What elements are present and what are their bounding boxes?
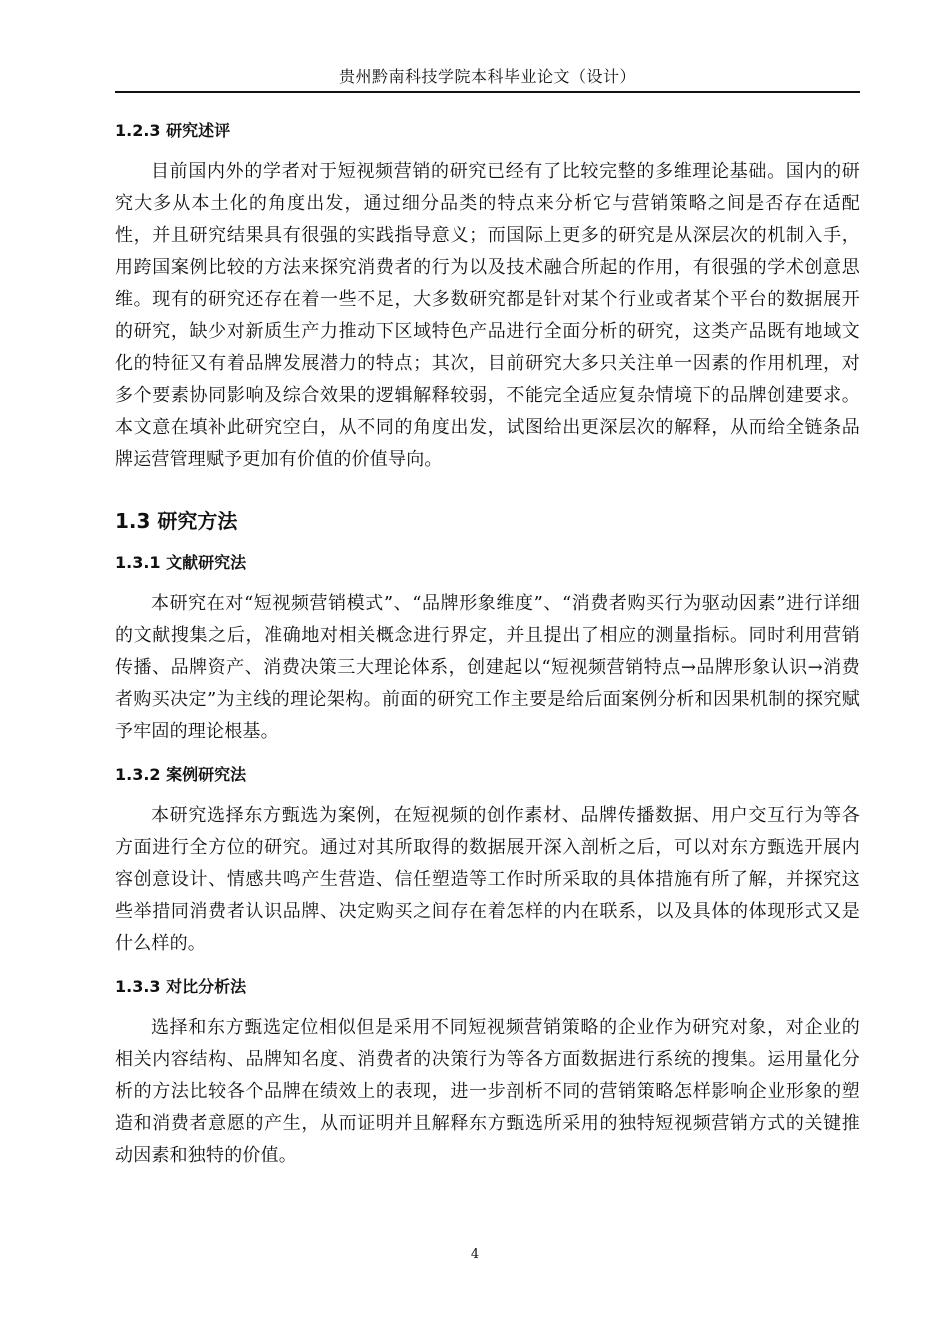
paragraph-1-3-3: 选择和东方甄选定位相似但是采用不同短视频营销策略的企业作为研究对象，对企业的相关内容结构、品牌知名度、消费者的决策行为等各方面数据进行系统的搜集。运用量化分析的方法比较各个品牌在绩效上的表现，进一步剖析不同的营销策略怎样影响企业形象的塑造和消费者意愿的产生，从而证明并且解释东方甄选所采用的独特短视频营销方式的关键推动因素和独特的价值。 xyxy=(115,1017,860,1166)
heading-1-2-3: 1.2.3 研究述评 xyxy=(115,121,231,140)
paragraph-1-2-3: 目前国内外的学者对于短视频营销的研究已经有了比较完整的多维理论基础。国内的研究大多从本土化的角度出发，通过细分品类的特点来分析它与营销策略之间是否存在适配性，并且研究结果具有很强的实践指导意义；而国际上更多的研究是从深层次的机制入手，用跨国案例比较的方法来探究消费者的行为以及技术融合所起的作用，有很强的学术创意思维。现有的研究还存在着一些不足，大多数研究都是针对某个行业或者某个平台的数据展开的研究，缺少对新质生产力推动下区域特色产品进行全面分析的研究，这类产品既有地域文化的特征又有着品牌发展潜力的特点；其次，目前研究大多只关注单一因素的作用机理，对多个要素协同影响及综合效果的逻辑解释较弱，不能完全适应复杂情境下的品牌创建要求。本文意在填补此研究空白，从不同的角度出发，试图给出更深层次的解释，从而给全链条品牌运营管理赋予更加有价值的价值导向。 xyxy=(115,161,860,470)
header-title: 贵州黔南科技学院本科毕业论文（设计） xyxy=(338,67,636,86)
page-body xyxy=(115,118,860,1172)
heading-1-3-2: 1.3.2 案例研究法 xyxy=(115,765,247,784)
page-number: 4 xyxy=(470,1247,480,1262)
heading-1-3-3: 1.3.3 对比分析法 xyxy=(115,977,247,996)
heading-1-3: 1.3 研究方法 xyxy=(115,509,238,533)
paragraph-1-3-2: 本研究选择东方甄选为案例，在短视频的创作素材、品牌传播数据、用户交互行为等各方面进行全方位的研究。通过对其所取得的数据展开深入剖析之后，可以对东方甄选开展内容创意设计、情感共鸣产生营造、信任塑造等工作时所采取的具体措施有所了解，并探究这些举措同消费者认识品牌、决定购买之间存在着怎样的内在联系，以及具体的体现形式又是什么样的。 xyxy=(115,805,860,954)
heading-1-3-1: 1.3.1 文献研究法 xyxy=(115,553,247,572)
page-header xyxy=(115,64,860,93)
paragraph-1-3-1: 本研究在对“短视频营销模式”、“品牌形象维度”、“消费者购买行为驱动因素”进行详细的文献搜集之后，准确地对相关概念进行界定，并且提出了相应的测量指标。同时利用营销传播、品牌资产、消费决策三大理论体系，创建起以“短视频营销特点→品牌形象认识→消费者购买决定”为主线的理论架构。前面的研究工作主要是给后面案例分析和因果机制的探究赋予牢固的理论根基。 xyxy=(115,593,860,742)
